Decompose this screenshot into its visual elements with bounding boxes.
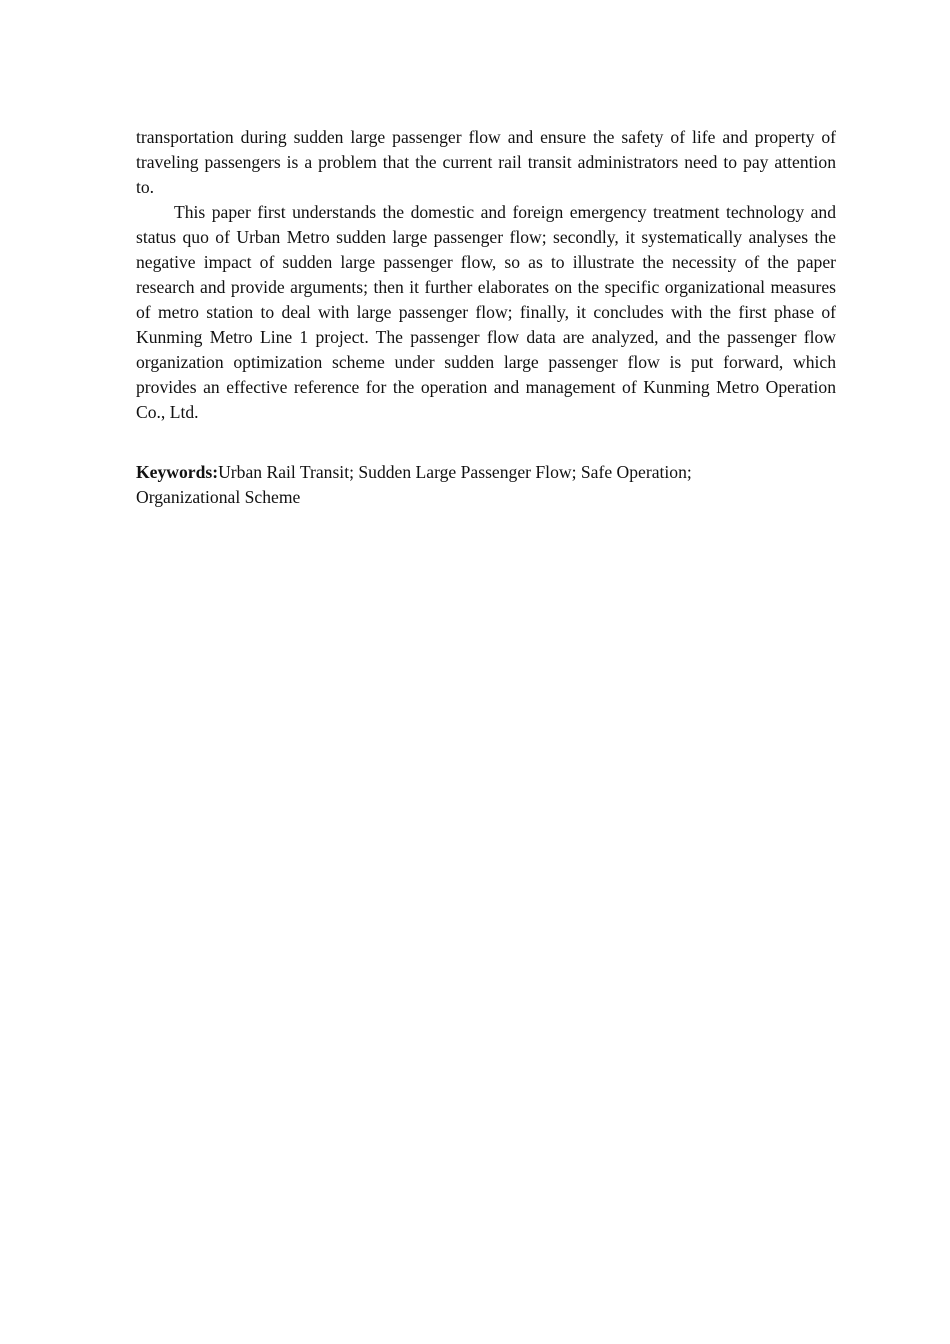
abstract-page [136,125,836,510]
keywords-text: Urban Rail Transit; Sudden Large Passenger Flow; Safe Operation; Organizational Scheme [136,462,692,507]
abstract-paragraph-main: This paper first understands the domestic and foreign emergency treatment technology and status quo of Urban Metro sudden large passenger flow; secondly, it systematically analyses the negative impact of sudden large passenger flow, so as to illustrate the necessity of the paper research and provide arguments; then it further elaborates on the specific organizational measures of metro station to deal with large passenger flow; finally, it concludes with the first phase of Kunming Metro Line 1 project. The passenger flow data are analyzed, and the passenger flow organization optimization scheme under sudden large passenger flow is put forward, which provides an effective reference for the operation and management of Kunming Metro Operation Co., Ltd. [136,202,836,422]
keywords-block [136,460,776,510]
keywords-label: Keywords: [136,462,219,482]
abstract-paragraph-continued: transportation during sudden large passenger flow and ensure the safety of life and property of traveling passengers is a problem that the current rail transit administrators need to pay attention to. [136,127,836,197]
